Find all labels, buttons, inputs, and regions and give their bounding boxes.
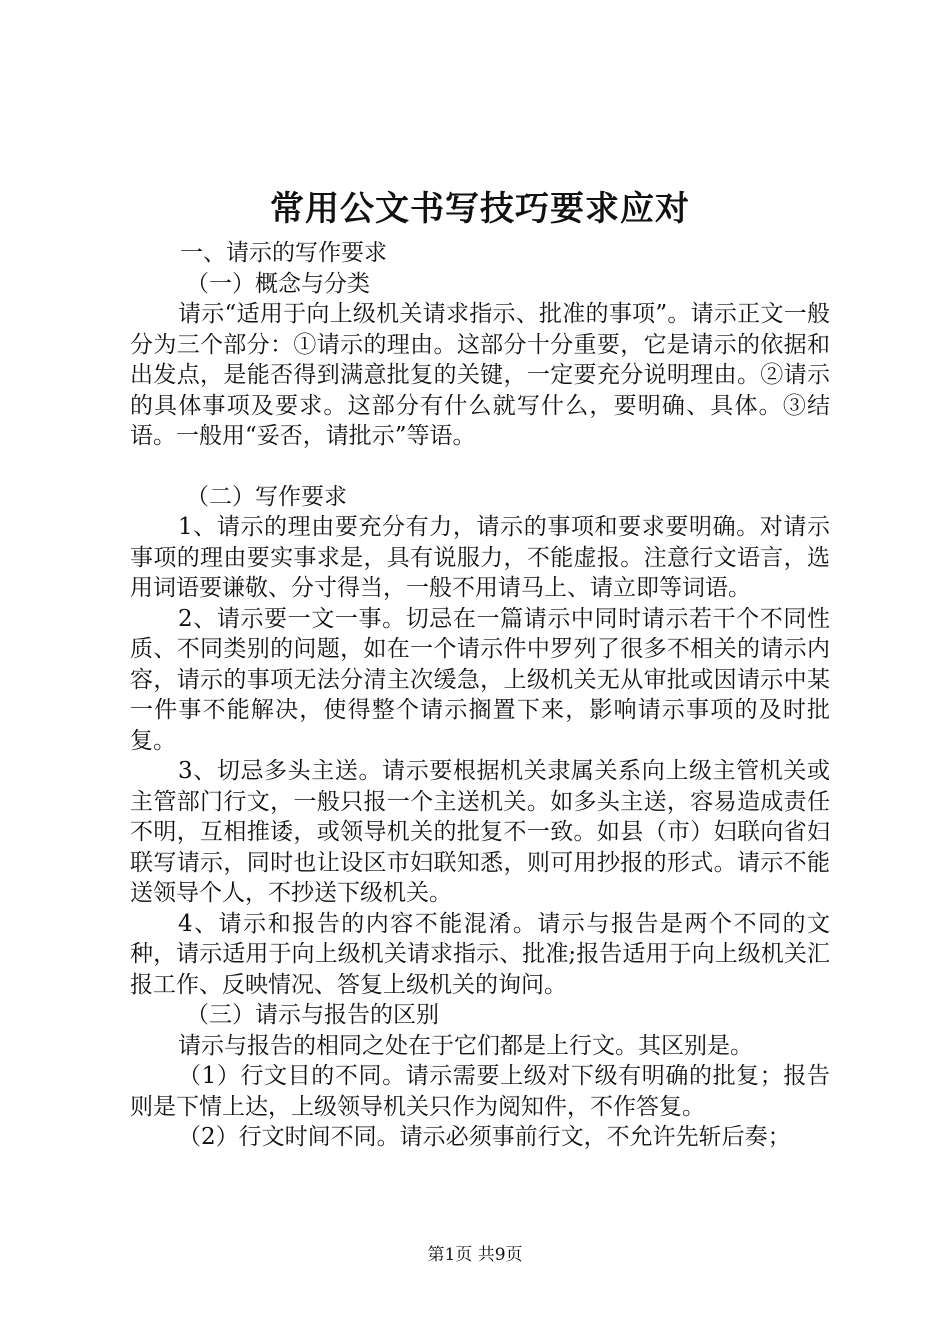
- paragraph-difference-intro: 请示与报告的相同之处在于它们都是上行文。其区别是。: [178, 1032, 753, 1059]
- paragraph-requirement-4: 4、请示和报告的内容不能混淆。请示与报告是两个不同的文种，请示适用于向上级机关请求指示、批准;报告适用于向上级机关汇报工作、反映情况、答复上级机关的询问。: [130, 910, 830, 998]
- paragraph-gap: [130, 452, 830, 482]
- paragraph-definition: 请示“适用于向上级机关请求指示、批准的事项”。请示正文一般分为三个部分：①请示的理由。这部分十分重要，它是请示的依据和出发点，是能否得到满意批复的关键，一定要充分说明理由。②请示的具体事项及要求。这部分有什么就写什么，要明确、具体。③结语。一般用“妥否，请批示”等语。: [130, 301, 830, 449]
- subheading-concept: （一）概念与分类: [186, 270, 370, 297]
- subheading-requirements: （二）写作要求: [186, 483, 347, 510]
- section-heading-1: 一、请示的写作要求: [180, 240, 387, 266]
- paragraph-difference-1: （1）行文目的不同。请示需要上级对下级有明确的批复；报告则是下情上达，上级领导机关只作为阅知件，不作答复。: [130, 1063, 830, 1120]
- paragraph-requirement-1: 1、请示的理由要充分有力，请示的事项和要求要明确。对请示事项的理由要实事求是，具有说服力，不能虚报。注意行文语言，选用词语要谦敬、分寸得当，一般不用请马上、请立即等词语。: [130, 514, 830, 601]
- document-page: [130, 186, 830, 1153]
- paragraph-requirement-3: 3、切忌多头主送。请示要根据机关隶属关系向上级主管机关或主管部门行文，一般只报一个主送机关。如多头主送，容易造成责任不明，互相推诿，或领导机关的批复不一致。如县（市）妇联向省妇联写请示，同时也让设区市妇联知悉，则可用抄报的形式。请示不能送领导个人，不抄送下级机关。: [130, 758, 830, 906]
- subheading-difference: （三）请示与报告的区别: [186, 1002, 439, 1028]
- paragraph-requirement-2: 2、请示要一文一事。切忌在一篇请示中同时请示若干个不同性质、不同类别的问题，如在一个请示件中罗列了很多不相关的请示内容，请示的事项无法分清主次缓急，上级机关无从审批或因请示中某一件事不能解决，使得整个请示搁置下来，影响请示事项的及时批复。: [130, 605, 830, 754]
- page-footer: 第1页 共9页: [427, 1245, 523, 1265]
- document-title: 常用公文书写技巧要求应对: [270, 189, 690, 229]
- paragraph-difference-2: （2）行文时间不同。请示必须事前行文，不允许先斩后奏；: [178, 1124, 791, 1150]
